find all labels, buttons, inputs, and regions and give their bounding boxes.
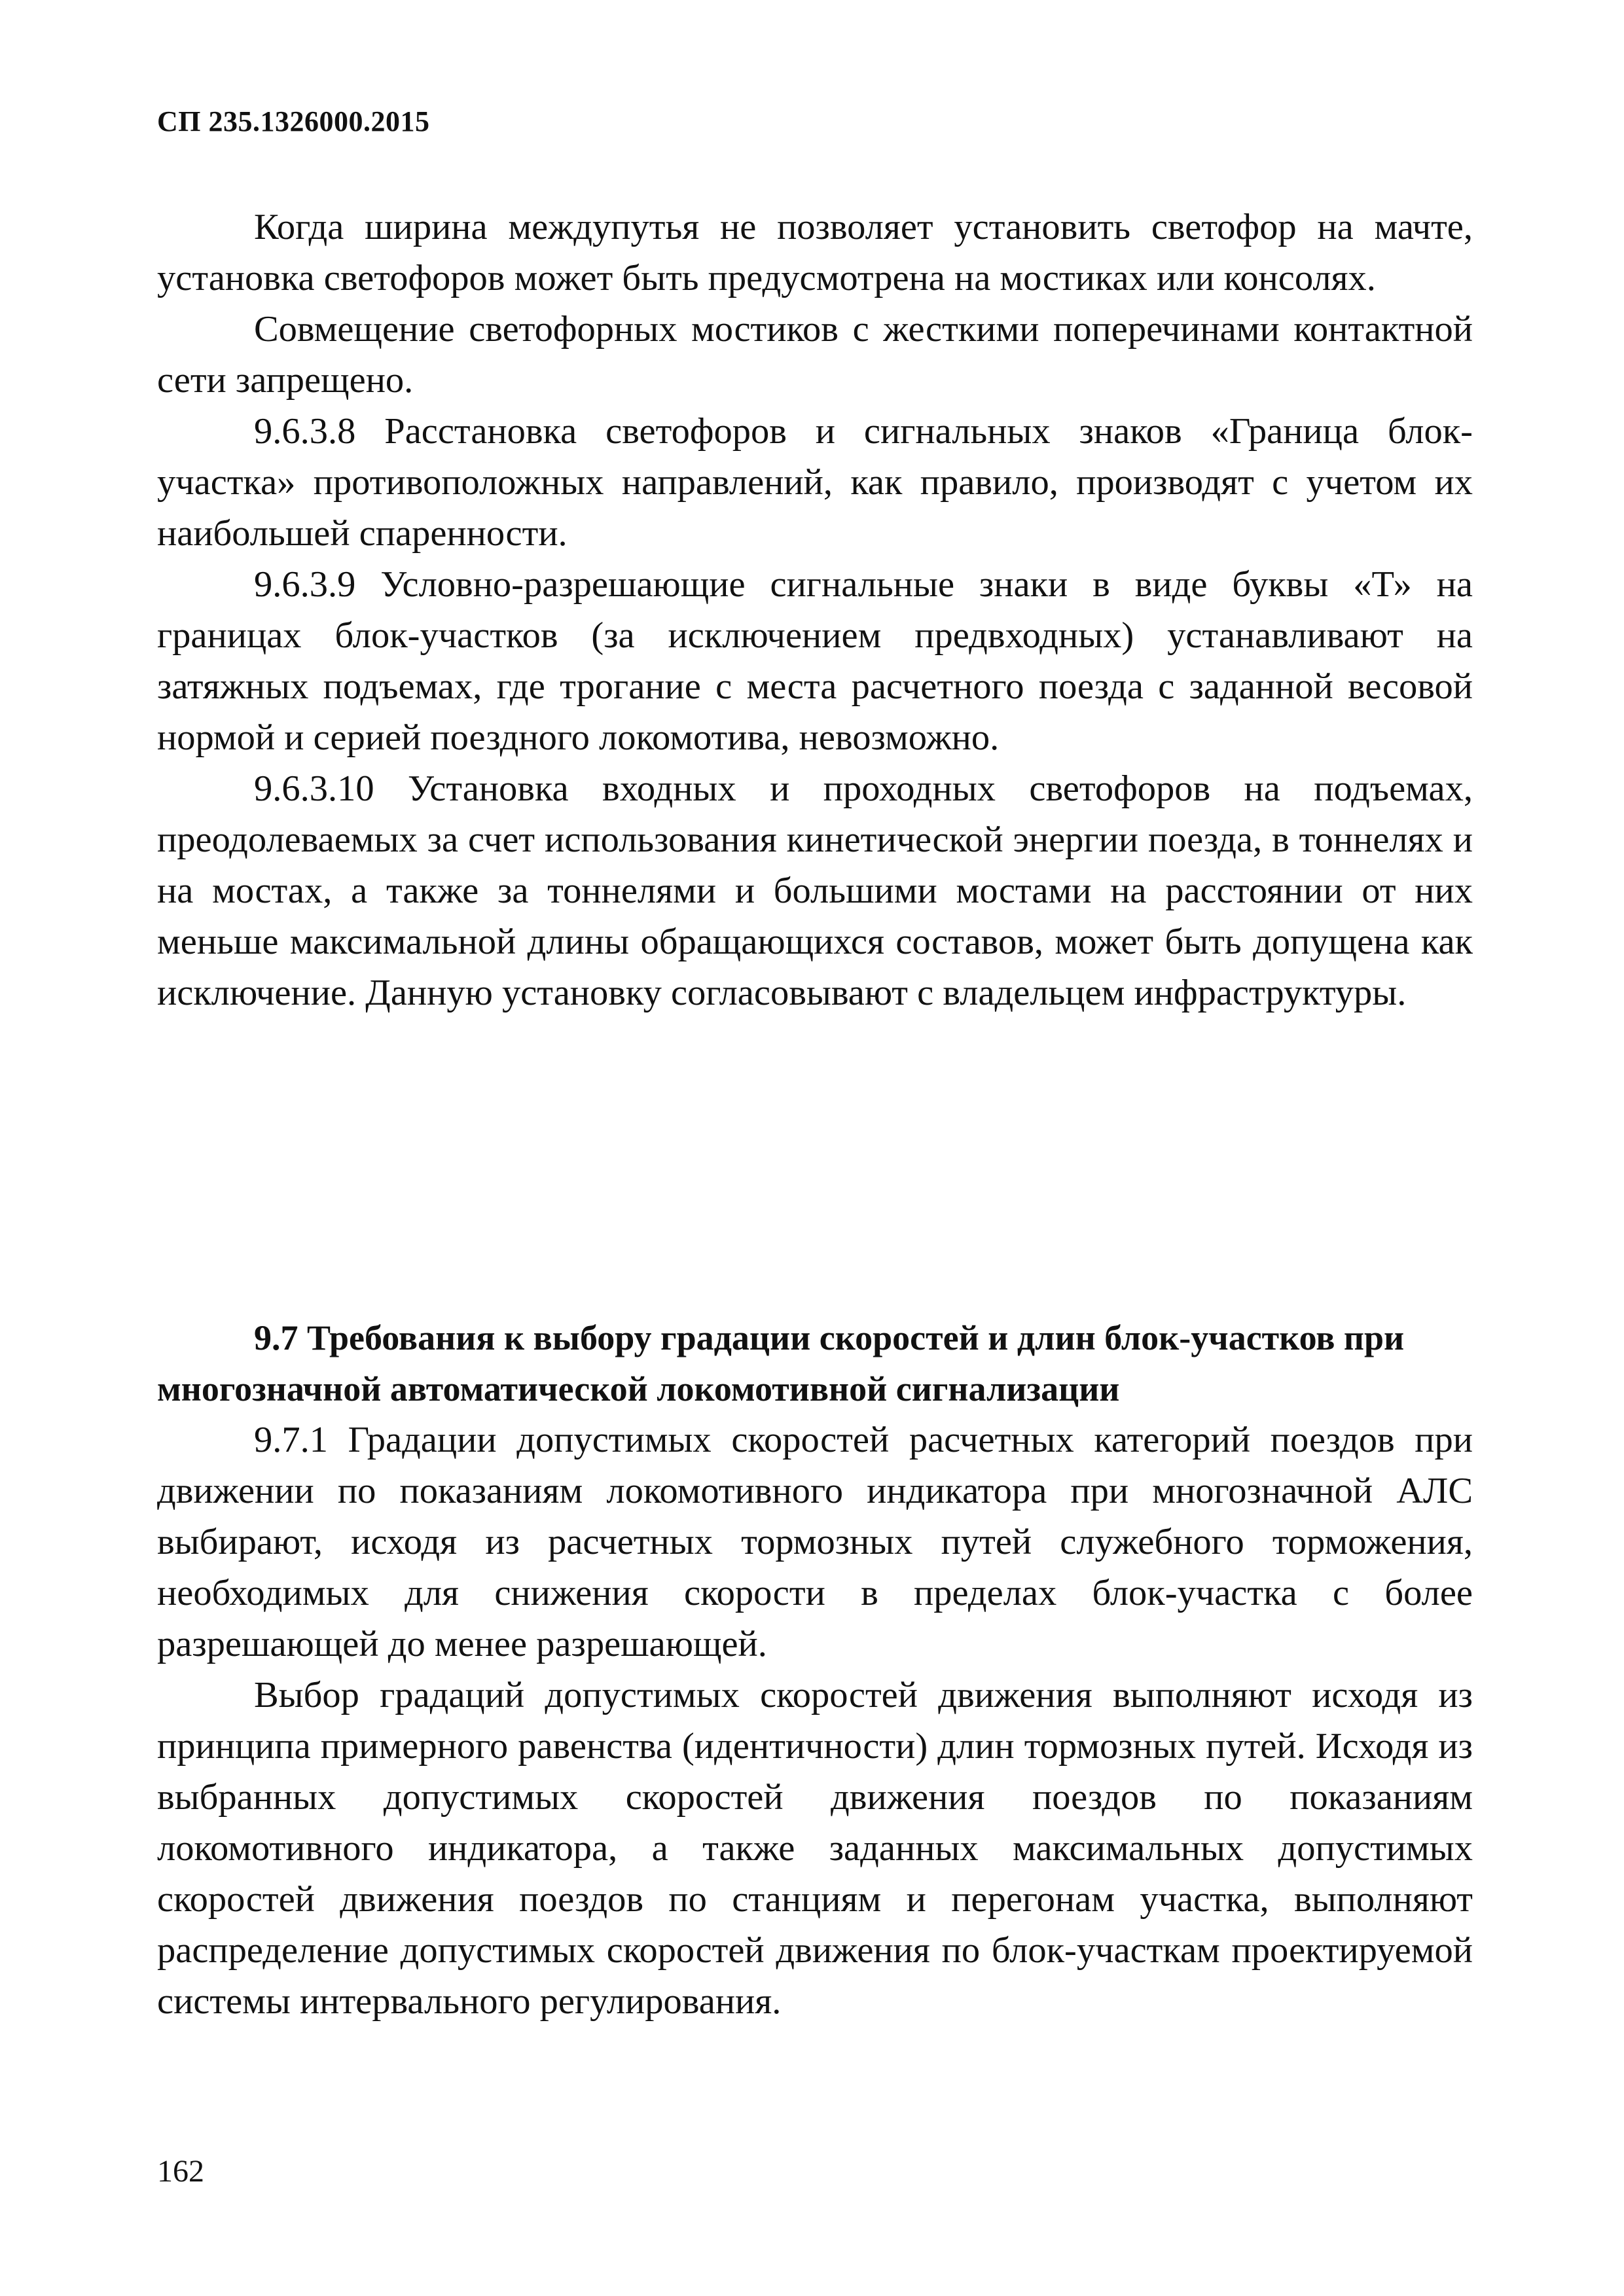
section-9-7: [157, 1312, 1473, 2027]
page-number: 162: [157, 2154, 204, 2189]
paragraph-9-6-3-8: 9.6.3.8 Расстановка светофоров и сигнальных знаков «Граница блок-участка» противоположных направлений, как правило, производят с учетом их наибольшей спаренности.: [157, 411, 1473, 554]
paragraph-mast-signals: Когда ширина междупутья не позволяет установить светофор на мачте, установка светофоров может быть предусмотрена на мостиках или консолях.: [157, 207, 1473, 298]
paragraph-9-6-3-10: 9.6.3.10 Установка входных и проходных светофоров на подъемах, преодолеваемых за счет использования кинетической энергии поезда, в тоннелях и на мостах, а также за тоннелями и большими мостами на расстоянии от них меньше максимальной длины обращающихся составов, может быть допущена как исключение. Данную установку согласовывают с владельцем инфраструктуры.: [157, 768, 1473, 1013]
paragraph-speed-gradations: Выбор градаций допустимых скоростей движения выполняют исходя из принципа примерного равенства (идентичности) длин тормозных путей. Исходя из выбранных допустимых скоростей движения поездов по показаниям локомотивного индикатора, а также заданных максимальных допустимых скоростей движения поездов по станциям и перегонам участка, выполняют распределение допустимых скоростей движения по блок-участкам проектируемой системы интервального регулирования.: [157, 1675, 1473, 2022]
section-heading: 9.7 Требования к выбору градации скоростей и длин блок-участков при многозначной автоматической локомотивной сигнализации: [157, 1318, 1405, 1408]
paragraph-9-6-3-9: 9.6.3.9 Условно-разрешающие сигнальные знаки в виде буквы «Т» на границах блок-участков (за исключением предвходных) устанавливают на затяжных подъемах, где трогание с места расчетного поезда с заданной весовой нормой и серией поездного локомотива, невозможно.: [157, 564, 1473, 758]
paragraph-bridge-combination: Совмещение светофорных мостиков с жесткими поперечинами контактной сети запрещено.: [157, 309, 1473, 401]
paragraph-9-7-1: 9.7.1 Градации допустимых скоростей расчетных категорий поездов при движении по показаниям локомотивного индикатора при многозначной АЛС выбирают, исходя из расчетных тормозных путей служебного торможения, необходимых для снижения скорости в пределах блок-участка с более разрешающей до менее разрешающей.: [157, 1420, 1473, 1664]
document-code-header: СП 235.1326000.2015: [157, 105, 430, 137]
text-block-top: [157, 202, 1473, 1018]
